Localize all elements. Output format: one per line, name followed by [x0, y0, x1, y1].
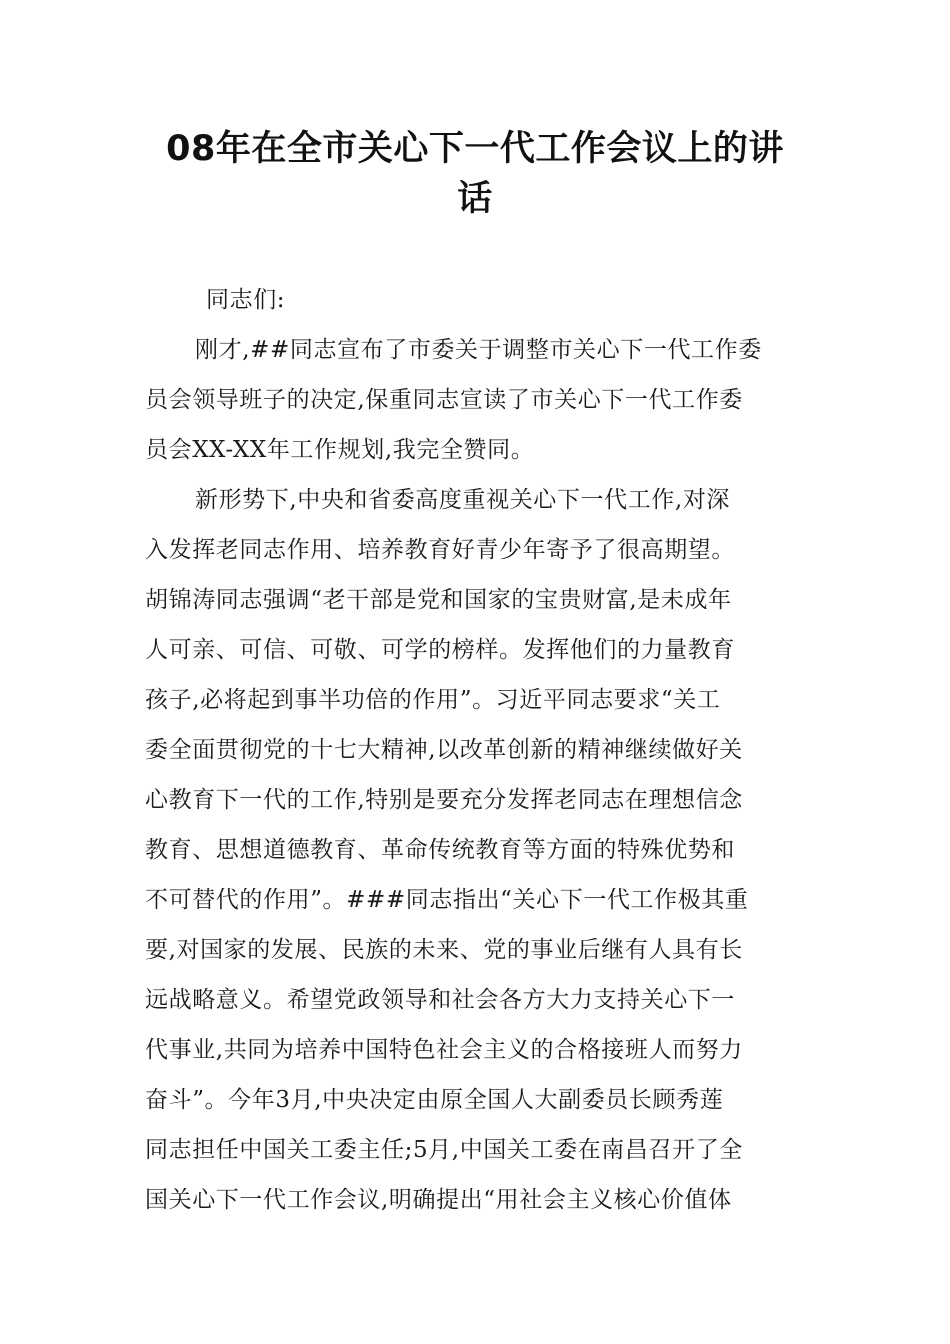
text-line: 远战略意义。希望党政领导和社会各方大力支持关心下一 [145, 987, 735, 1013]
text-line: 新形势下,中央和省委高度重视关心下一代工作,对深 [195, 487, 731, 513]
text-line: 教育、思想道德教育、革命传统教育等方面的特殊优势和 [145, 837, 735, 863]
text-line: 代事业,共同为培养中国特色社会主义的合格接班人而努力 [145, 1037, 743, 1063]
text-line: 不可替代的作用”。###同志指出“关心下一代工作极其重 [145, 887, 749, 913]
text-line: 委全面贯彻党的十七大精神,以改革创新的精神继续做好关 [145, 737, 743, 763]
text-line: 人可亲、可信、可敬、可学的榜样。发挥他们的力量教育 [145, 637, 735, 663]
salutation-line: 同志们: [206, 287, 286, 313]
text-line: 孩子,必将起到事半功倍的作用”。习近平同志要求“关工 [145, 687, 721, 713]
text-line: 要,对国家的发展、民族的未来、党的事业后继有人具有长 [145, 937, 743, 963]
text-line: 入发挥老同志作用、培养教育好青少年寄予了很高期望。 [145, 537, 735, 563]
text-line: 员会领导班子的决定,保重同志宣读了市关心下一代工作委 [145, 387, 743, 413]
text-line: 心教育下一代的工作,特别是要充分发挥老同志在理想信念 [145, 787, 743, 813]
text-line: 同志担任中国关工委主任;5月,中国关工委在南昌召开了全 [145, 1137, 743, 1163]
text-line: 刚才,##同志宣布了市委关于调整市关心下一代工作委 [195, 337, 762, 363]
text-line: 胡锦涛同志强调“老干部是党和国家的宝贵财富,是未成年 [145, 587, 732, 613]
title-line-2: 话 [457, 179, 493, 219]
document-title [120, 124, 830, 224]
text-line: 奋斗”。今年3月,中央决定由原全国人大副委员长顾秀莲 [145, 1087, 724, 1113]
text-line: 国关心下一代工作会议,明确提出“用社会主义核心价值体 [145, 1187, 732, 1213]
title-line-1: 08年在全市关心下一代工作会议上的讲 [166, 129, 784, 169]
text-line: 员会XX-XX年工作规划,我完全赞同。 [145, 437, 535, 463]
